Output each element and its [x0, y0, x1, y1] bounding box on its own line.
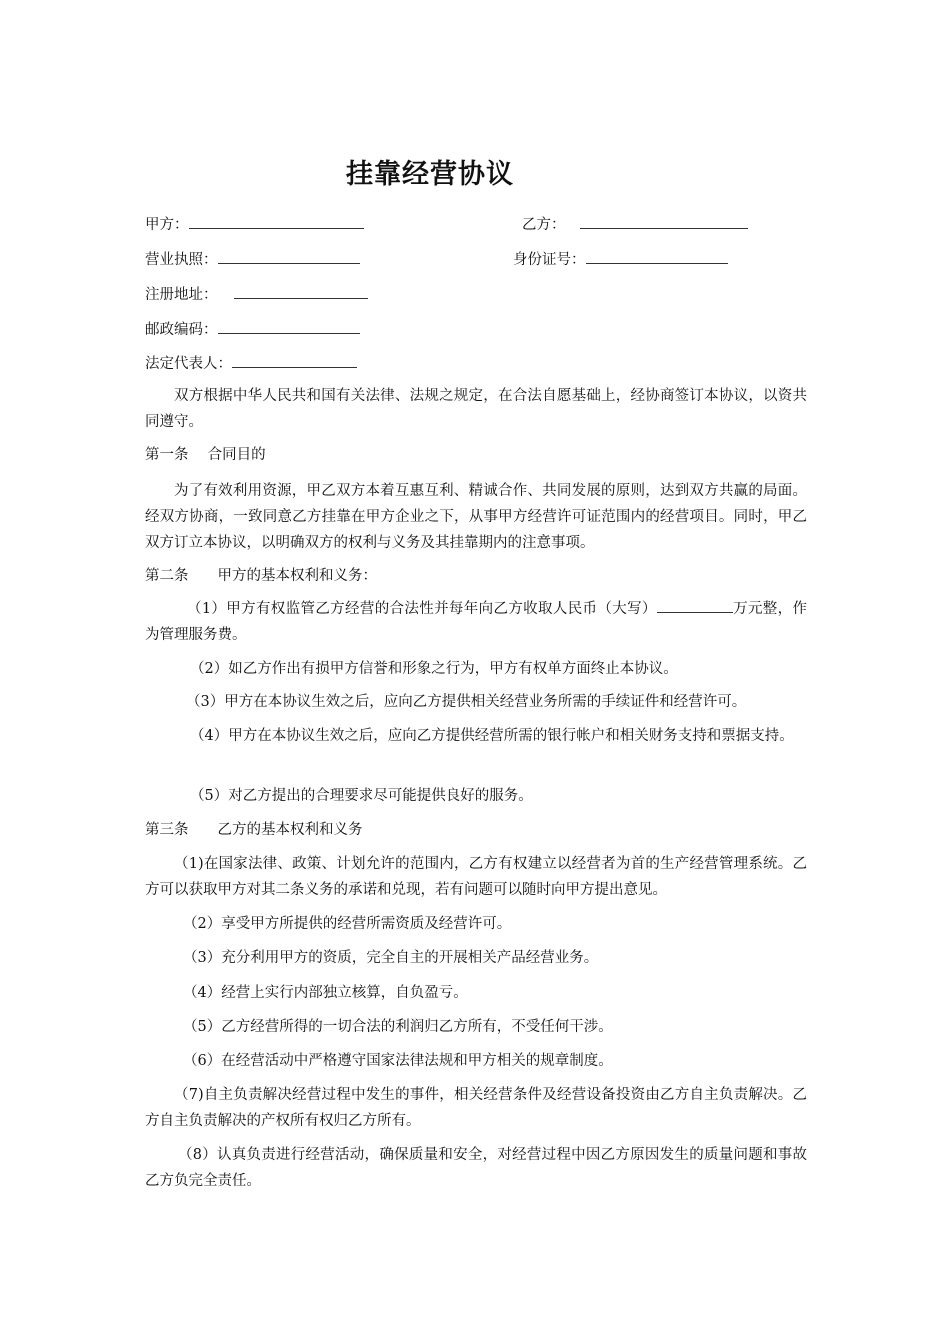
postal-code-blank	[218, 318, 360, 334]
article3-item-8: （8）认真负责进行经营活动，确保质量和安全，对经营过程中因乙方原因发生的质量问题和事故乙方负完全责任。	[145, 1147, 807, 1189]
intro-paragraph: 双方根据中华人民共和国有关法律、法规之规定，在合法自愿基础上，经协商签订本协议，以资共同遵守。	[145, 388, 807, 430]
article3-item-2: （2）享受甲方所提供的经营所需资质及经营许可。	[183, 916, 512, 932]
article2-item-5: （5）对乙方提出的合理要求尽可能提供良好的服务。	[190, 788, 533, 804]
article2-item-1	[145, 596, 807, 648]
party-b-field	[522, 213, 748, 235]
article2-item-1-tail: 万元整，作为管理服务费。	[145, 601, 807, 643]
id-number-blank	[586, 248, 728, 264]
postal-code-field	[145, 318, 360, 340]
party-b-label: 乙方：	[522, 217, 566, 233]
article3-item-1: （1)在国家法律、政策、计划允许的范围内，乙方有权建立以经营者为首的生产经营管理系统。乙方可以获取甲方对其二条义务的承诺和兑现，若有问题可以随时向甲方提出意见。	[145, 856, 807, 898]
business-license-blank	[218, 248, 360, 264]
article3-item-5: （5）乙方经营所得的一切合法的利润归乙方所有，不受任何干涉。	[183, 1019, 613, 1035]
article3-item-3: （3）充分利用甲方的资质，完全自主的开展相关产品经营业务。	[183, 950, 599, 966]
legal-rep-field	[145, 352, 357, 374]
legal-rep-blank	[232, 352, 357, 368]
article1-heading: 第一条 合同目的	[145, 447, 266, 463]
id-number-field	[513, 248, 728, 270]
article2-item-1-text: （1）甲方有权监管乙方经营的合法性并每年向乙方收取人民币（大写）	[187, 601, 657, 617]
article3-heading: 第三条 乙方的基本权利和义务	[145, 822, 363, 838]
fee-amount-blank	[657, 597, 733, 613]
document-title: 挂靠经营协议	[346, 159, 514, 190]
article1-body: 为了有效利用资源，甲乙双方本着互惠互利、精诚合作、共同发展的原则，达到双方共赢的局面。经双方协商，一致同意乙方挂靠在甲方企业之下，从事甲方经营许可证范围内的经营项目。同时，甲乙双方订立本协议，以明确双方的权利与义务及其挂靠期内的注意事项。	[145, 483, 807, 551]
article3-item-7: （7)自主负责解决经营过程中发生的事件，相关经营条件及经营设备投资由乙方自主负责解决。乙方自主负责解决的产权所有权归乙方所有。	[145, 1087, 807, 1129]
party-a-blank	[189, 213, 364, 229]
id-number-label: 身份证号：	[513, 252, 586, 268]
article3-item-4: （4）经营上实行内部独立核算，自负盈亏。	[183, 985, 468, 1001]
registered-address-blank	[234, 283, 368, 299]
article2-item-2: （2）如乙方作出有损甲方信誉和形象之行为，甲方有权单方面终止本协议。	[190, 661, 678, 677]
legal-rep-label: 法定代表人：	[145, 356, 232, 372]
business-license-label: 营业执照：	[145, 252, 218, 268]
article2-item-3: （3）甲方在本协议生效之后，应向乙方提供相关经营业务所需的手续证件和经营许可。	[186, 694, 747, 710]
article3-item-6: （6）在经营活动中严格遵守国家法律法规和甲方相关的规章制度。	[183, 1053, 613, 1069]
article2-heading: 第二条 甲方的基本权利和义务：	[145, 568, 377, 584]
party-a-label: 甲方：	[145, 217, 189, 233]
business-license-field	[145, 248, 360, 270]
party-a-field	[145, 213, 364, 235]
registered-address-label: 注册地址：	[145, 287, 218, 303]
registered-address-field	[145, 283, 368, 305]
article2-item-4: （4）甲方在本协议生效之后，应向乙方提供经营所需的银行帐户和相关财务支持和票据支持。	[190, 728, 794, 744]
postal-code-label: 邮政编码：	[145, 322, 218, 338]
party-b-blank	[580, 213, 748, 229]
